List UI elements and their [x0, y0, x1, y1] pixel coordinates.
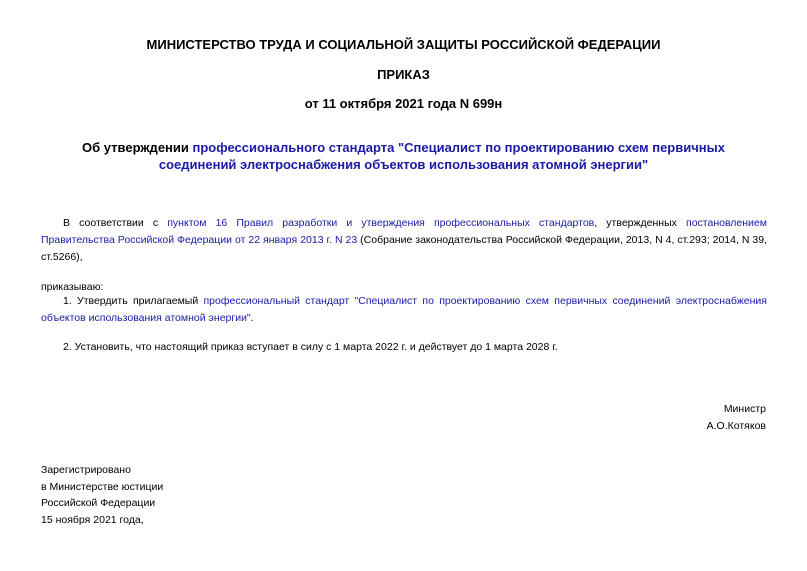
- government-decree-link[interactable]: постановлением Правительства Российской Федерации от 22 января 2013 г. N 23: [41, 217, 767, 246]
- item-1-text: 1. Утвердить прилагаемый: [63, 295, 204, 307]
- item-1-end: .: [250, 312, 254, 324]
- registration-line-3: Российской Федерации: [41, 497, 156, 509]
- signature-title: Министр: [723, 403, 766, 415]
- registration-line-1: Зарегистрировано: [41, 464, 131, 476]
- registration-line-4: 15 ноября 2021 года,: [41, 513, 144, 526]
- document-date-number: от 11 октября 2021 года N 699н: [304, 96, 503, 111]
- registration-line-2: в Министерстве юстиции: [41, 480, 164, 493]
- order-word: приказываю:: [41, 281, 104, 293]
- preamble-text-3: (Собрание законодательства Российской Федерации, 2013, N 4, ст.293; 2014, N 39, ст.5266),: [41, 234, 768, 263]
- professional-standard-link[interactable]: профессиональный стандарт "Специалист по проектированию схем первичных соединений электроснабжения объектов использования атомной энергии": [41, 295, 767, 324]
- signature-name: А.О.Котяков: [706, 420, 766, 432]
- rules-link[interactable]: пунктом 16 Правил разработки и утверждения профессиональных стандартов: [167, 217, 595, 229]
- preamble-paragraph: [41, 215, 767, 266]
- signature-block: [707, 401, 766, 435]
- subject-standard-link[interactable]: профессионального стандарта "Специалист по проектированию схем первичных соединений электроснабжения объектов использования атомной энергии": [158, 140, 725, 172]
- item-1-paragraph: [41, 293, 767, 327]
- preamble-text-1: В соответствии с: [63, 217, 168, 229]
- subject-prefix: Об утверждении: [82, 140, 193, 155]
- preamble-text-2: , утвержденных: [594, 217, 687, 229]
- item-2-paragraph: 2. Установить, что настоящий приказ вступает в силу с 1 марта 2022 г. и действует до 1 марта 2028 г.: [63, 341, 558, 353]
- document-type: ПРИКАЗ: [377, 67, 430, 82]
- document-subject: [60, 139, 747, 173]
- ministry-title: МИНИСТЕРСТВО ТРУДА И СОЦИАЛЬНОЙ ЗАЩИТЫ РОССИЙСКОЙ ФЕДЕРАЦИИ: [146, 37, 661, 52]
- registration-block: [41, 462, 163, 528]
